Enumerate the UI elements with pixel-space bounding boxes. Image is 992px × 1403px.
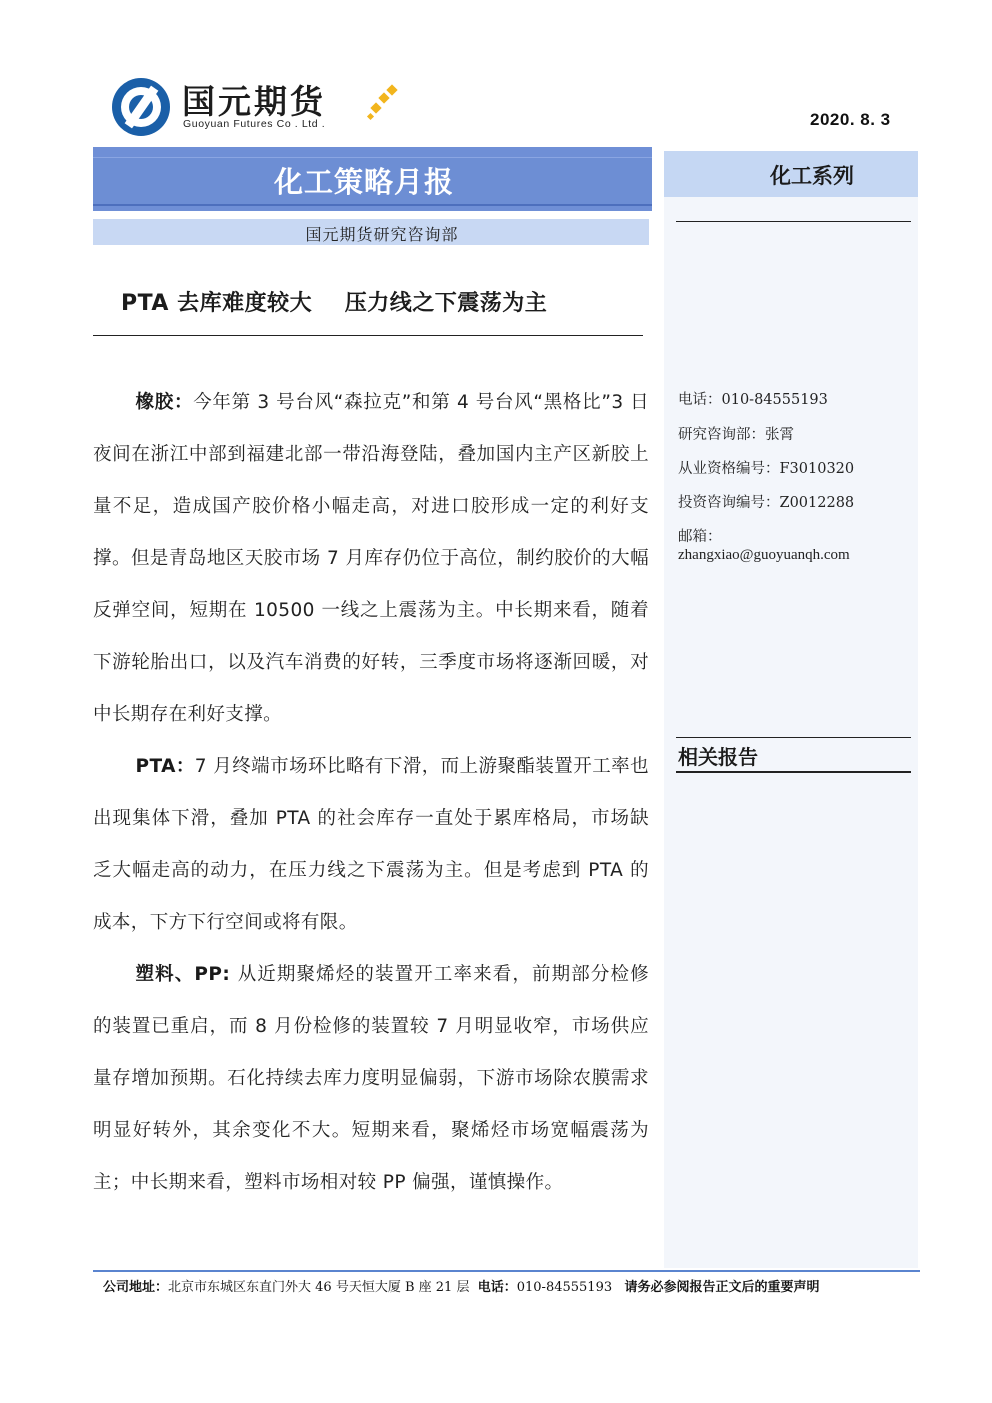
related-reports-title: 相关报告 (678, 745, 758, 769)
report-body (93, 377, 649, 1209)
sidebar-panel (664, 197, 918, 1268)
contact-email-label: 邮箱： (678, 529, 722, 545)
logo-dots-icon (366, 84, 406, 120)
section-rubber (93, 377, 649, 741)
contact-consulting-id: 投资咨询编号：Z0012288 (678, 495, 855, 511)
report-date: 2020. 8. 3 (810, 110, 891, 129)
footer (103, 1276, 820, 1295)
footer-rule (93, 1270, 920, 1272)
contact-analyst: 研究咨询部：张霄 (678, 427, 794, 443)
footer-phone-label: 电话： (477, 1280, 517, 1295)
section-label: 橡胶： (135, 392, 194, 413)
brand-name-cn: 国元期货 (182, 82, 326, 121)
footer-address: 北京市东城区东直门外大 46 号天恒大厦 B 座 21 层 (168, 1280, 470, 1295)
divider (93, 335, 643, 336)
divider (676, 771, 911, 773)
contact-phone: 电话：010-84555193 (678, 392, 828, 408)
section-text: 从近期聚烯烃的装置开工率来看，前期部分检修的装置已重启，而 8 月份检修的装置较 7 月明显收窄，市场供应量存增加预期。石化持续去库力度明显偏弱，下游市场除农膜需求明显好转外，其余变化不大。短期来看，聚烯烃市场宽幅震荡为主；中长期来看，塑料市场相对较 PP 偏强，谨慎操作。 (93, 964, 649, 1193)
headline: PTA 去库难度较大 压力线之下震荡为主 (121, 291, 548, 316)
brand-name-en: Guoyuan Futures Co . Ltd . (183, 118, 326, 130)
logo-icon (112, 78, 170, 136)
divider (676, 737, 911, 738)
divider (676, 221, 911, 222)
section-label: PTA： (135, 756, 195, 777)
section-text: 今年第 3 号台风“森拉克”和第 4 号台风“黑格比”3 日夜间在浙江中部到福建北部一带沿海登陆，叠加国内主产区新胶上量不足，造成国产胶价格小幅走高，对进口胶形成一定的利好支撑。但是青岛地区天胶市场 7 月库存仍位于高位，制约胶价的大幅反弹空间，短期在 10500 一线之上震荡为主。中长期来看，随着下游轮胎出口，以及汽车消费的好转，三季度市场将逐渐回暖，对中长期存在利好支撑。 (93, 392, 649, 725)
contact-email[interactable]: zhangxiao@guoyuanqh.com (678, 547, 850, 563)
section-text: 7 月终端市场环比略有下滑，而上游聚酯装置开工率也出现集体下滑，叠加 PTA 的社会库存一直处于累库格局，市场缺乏大幅走高的动力，在压力线之下震荡为主。但是考虑到 PTA 的成本，下方下行空间或将有限。 (93, 756, 649, 933)
footer-address-label: 公司地址： (103, 1280, 169, 1295)
series-name: 化工系列 (770, 164, 854, 188)
section-plastics (93, 949, 649, 1209)
footer-notice: 请务必参阅报告正文后的重要声明 (624, 1280, 820, 1295)
department-name: 国元期货研究咨询部 (305, 225, 459, 244)
section-label: 塑料、PP: (135, 964, 238, 985)
footer-phone: 010-84555193 (516, 1280, 613, 1295)
section-pta (93, 741, 649, 949)
report-title: 化工策略月报 (273, 165, 454, 199)
contact-qualification: 从业资格编号：F3010320 (678, 461, 855, 477)
